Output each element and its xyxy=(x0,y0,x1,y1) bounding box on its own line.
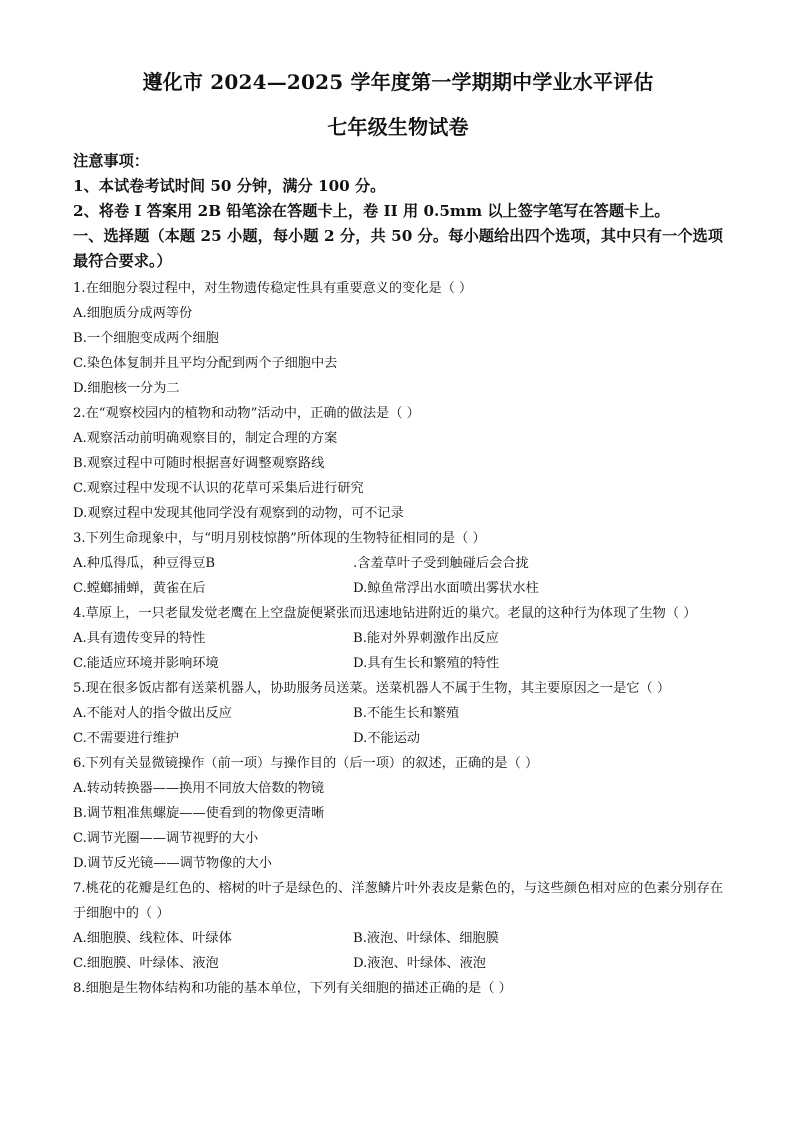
question-option: D.不能运动 xyxy=(353,731,421,746)
question-option: B.观察过程中可随时根据喜好调整观察路线 xyxy=(73,456,325,471)
exam-page xyxy=(73,62,723,1001)
question-option: A.不能对人的指令做出反应 xyxy=(73,706,232,721)
question-option: A.转动转换器——换用不同放大倍数的物镜 xyxy=(73,781,325,796)
question-stem: 8.细胞是生物体结构和功能的基本单位，下列有关细胞的描述正确的是（ ） xyxy=(73,981,512,996)
question-option: C.细胞膜、叶绿体、液泡 xyxy=(73,956,219,971)
questions-list xyxy=(73,276,723,1001)
question-option: .含羞草叶子受到触碰后会合拢 xyxy=(353,556,529,571)
question-stem: 3.下列生命现象中，与“明月别枝惊鹊”所体现的生物特征相同的是（ ） xyxy=(73,531,486,546)
notes-heading: 注意事项： xyxy=(73,152,149,170)
question-option: D.鲸鱼常浮出水面喷出雾状水柱 xyxy=(353,581,539,596)
exam-subtitle: 七年级生物试卷 xyxy=(327,115,469,139)
question-stem: 2.在“观察校园内的植物和动物”活动中，正确的做法是（ ） xyxy=(73,406,420,421)
question-stem: 1.在细胞分裂过程中，对生物遗传稳定性具有重要意义的变化是（ ） xyxy=(73,281,473,296)
question-option: C.观察过程中发现不认识的花草可采集后进行研究 xyxy=(73,481,364,496)
notes-section xyxy=(73,149,723,224)
question-option: A.细胞膜、线粒体、叶绿体 xyxy=(73,931,232,946)
question-option: B.不能生长和繁殖 xyxy=(353,706,460,721)
question-option: B.能对外界刺激作出反应 xyxy=(353,631,499,646)
option-row xyxy=(73,951,723,976)
note-item: 2、将卷 I 答案用 2B 铅笔涂在答题卡上，卷 II 用 0.5mm 以上签字笔写在答题卡上。 xyxy=(73,202,670,220)
option-row xyxy=(73,626,723,651)
question-option: C.调节光圈——调节视野的大小 xyxy=(73,831,259,846)
option-row xyxy=(73,726,723,751)
section-heading: 一、选择题（本题 25 小题，每小题 2 分，共 50 分。每小题给出四个选项，其中只有一个选项最符合要求。） xyxy=(73,227,723,270)
question-option: D.液泡、叶绿体、液泡 xyxy=(353,956,486,971)
option-row xyxy=(73,701,723,726)
option-row xyxy=(73,551,723,576)
question-option: C.不需要进行维护 xyxy=(73,731,180,746)
question-stem: 4.草原上，一只老鼠发觉老鹰在上空盘旋便紧张而迅速地钻进附近的巢穴。老鼠的这种行为体现了生物（ ） xyxy=(73,606,697,621)
question-option: A.种瓜得瓜，种豆得豆B xyxy=(73,556,216,571)
option-row xyxy=(73,576,723,601)
question-stem: 5.现在很多饭店都有送菜机器人，协助服务员送菜。送菜机器人不属于生物，其主要原因之一是它（ ） xyxy=(73,681,671,696)
exam-title: 遵化市 2024—2025 学年度第一学期期中学业水平评估 xyxy=(142,70,654,94)
question-option: D.调节反光镜——调节物像的大小 xyxy=(73,856,272,871)
question-option: A.具有遗传变异的特性 xyxy=(73,631,206,646)
note-item: 1、本试卷考试时间 50 分钟，满分 100 分。 xyxy=(73,177,386,195)
question-option: D.观察过程中发现其他同学没有观察到的动物，可不记录 xyxy=(73,506,404,521)
question-option: A.细胞质分成两等份 xyxy=(73,306,193,321)
question-option: C.能适应环境并影响环境 xyxy=(73,656,219,671)
question-stem: 6.下列有关显微镜操作（前一项）与操作目的（后一项）的叙述，正确的是（ ） xyxy=(73,756,539,771)
question-option: B.调节粗准焦螺旋——使看到的物像更清晰 xyxy=(73,806,325,821)
option-row xyxy=(73,651,723,676)
question-option: A.观察活动前明确观察目的，制定合理的方案 xyxy=(73,431,338,446)
question-option: B.一个细胞变成两个细胞 xyxy=(73,331,219,346)
question-option: C.染色体复制并且平均分配到两个子细胞中去 xyxy=(73,356,338,371)
option-row xyxy=(73,926,723,951)
question-option: D.具有生长和繁殖的特性 xyxy=(353,656,500,671)
question-option: B.液泡、叶绿体、细胞膜 xyxy=(353,931,499,946)
question-option: C.螳螂捕蝉，黄雀在后 xyxy=(73,581,206,596)
question-stem: 7.桃花的花瓣是红色的、榕树的叶子是绿色的、洋葱鳞片叶外表皮是紫色的，与这些颜色相对应的色素分别存在于细胞中的（ ） xyxy=(73,881,723,921)
question-option: D.细胞核一分为二 xyxy=(73,381,180,396)
